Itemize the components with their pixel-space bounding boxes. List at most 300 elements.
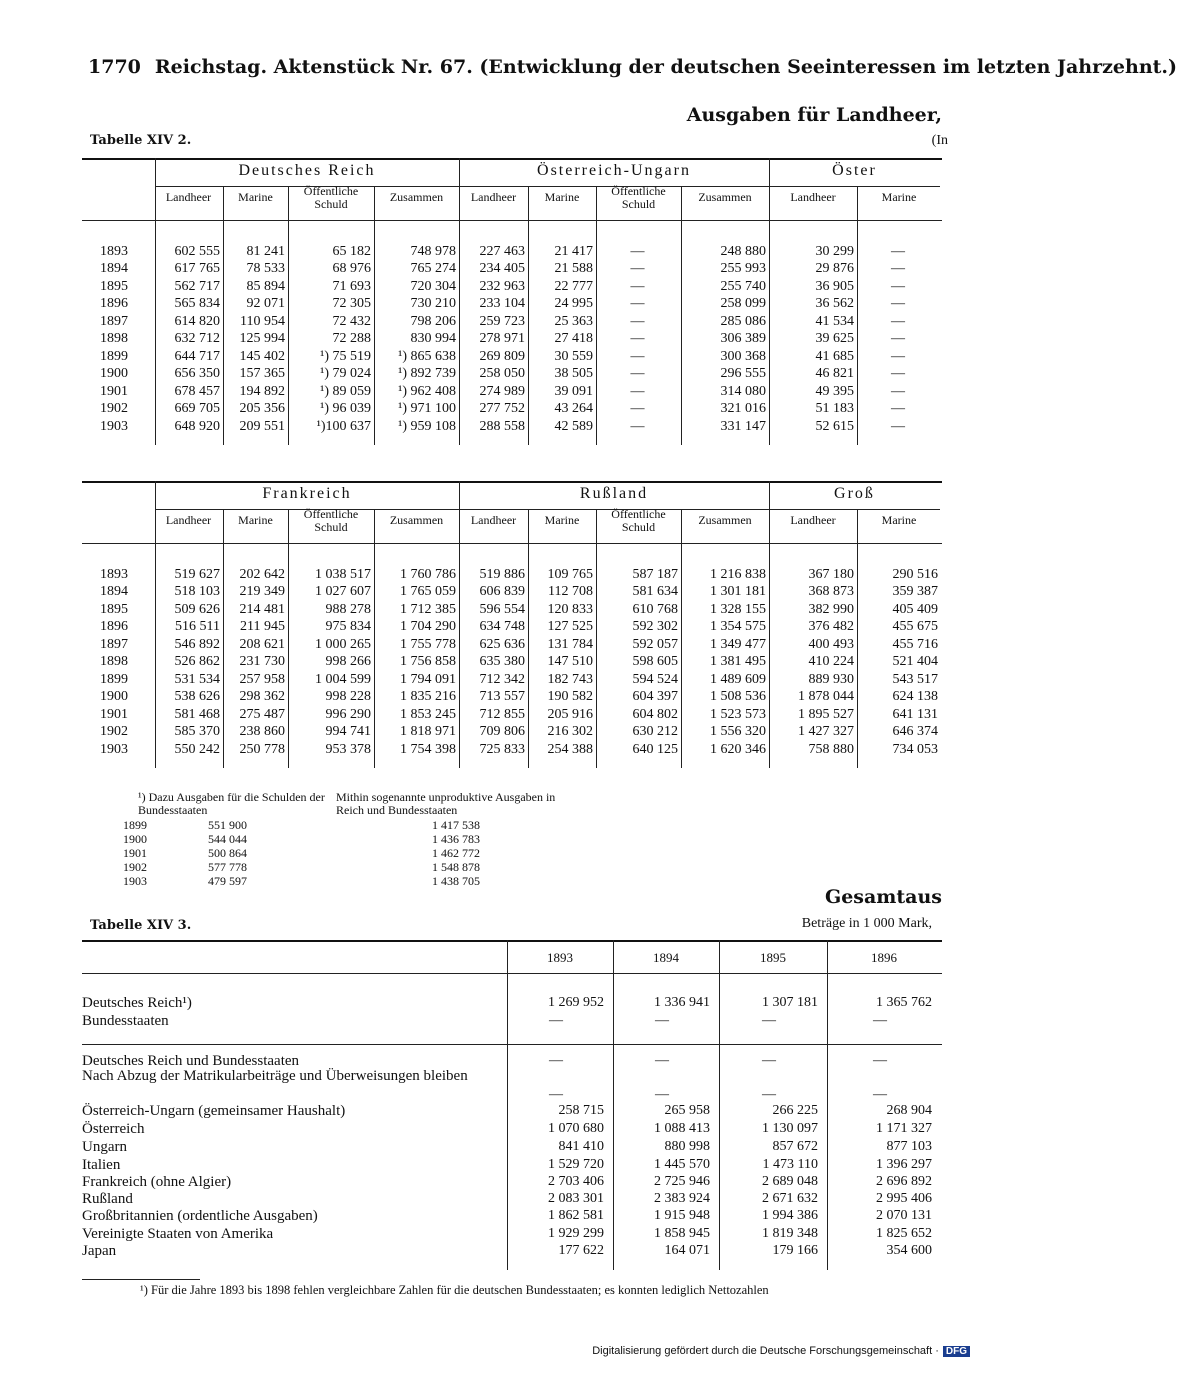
table-cell: — xyxy=(891,383,905,399)
table-cell: 877 103 xyxy=(886,1139,932,1154)
section2-title: Gesamtaus xyxy=(824,886,942,908)
table-cell: 632 712 xyxy=(174,331,220,347)
table-cell: 306 389 xyxy=(720,331,766,347)
table-cell: 127 525 xyxy=(547,619,593,635)
table-cell: — xyxy=(873,1053,887,1068)
table-cell: 164 071 xyxy=(664,1243,710,1258)
table-cell: 202 642 xyxy=(239,567,285,582)
row-year: 1893 xyxy=(100,567,128,582)
column-header: Landheer xyxy=(165,190,212,204)
table-cell: 258 099 xyxy=(720,296,766,312)
footnote1-year: 1903 xyxy=(123,874,147,888)
table-cell: ¹) 89 059 xyxy=(320,383,371,399)
table-cell: 1 328 155 xyxy=(710,601,766,617)
year-header: 1893 xyxy=(547,950,573,965)
table-cell: 255 993 xyxy=(720,261,766,277)
table-cell: 78 533 xyxy=(246,261,285,277)
footnote1-value-b: 1 417 538 xyxy=(432,818,480,832)
table-cell: 367 180 xyxy=(808,567,854,582)
table-cell: — xyxy=(891,401,905,417)
table-cell: 39 625 xyxy=(815,331,854,347)
row-label: Frankreich (ohne Algier) xyxy=(82,1174,232,1190)
table-cell: 147 510 xyxy=(547,654,593,670)
table-cell: 1 858 945 xyxy=(654,1226,710,1241)
group-rule xyxy=(155,186,940,187)
table-cell: — xyxy=(630,296,645,312)
group-title: Frankreich xyxy=(262,485,352,502)
table-cell: 131 784 xyxy=(547,636,593,652)
table-cell: 268 904 xyxy=(886,1103,932,1118)
year-header: 1895 xyxy=(760,950,786,965)
page-title: Reichstag. Aktenstück Nr. 67. (Entwicklung der deutschen Seeinteressen im letzten Jahrzehnt.) xyxy=(154,56,1177,78)
table-cell: — xyxy=(891,244,905,259)
table-cell: 610 768 xyxy=(632,601,678,617)
table-cell: 211 945 xyxy=(240,619,285,635)
table-cell: 208 621 xyxy=(239,636,285,652)
table-cell: — xyxy=(891,278,905,294)
table-cell: 565 834 xyxy=(174,296,220,312)
row-label: Vereinigte Staaten von Amerika xyxy=(82,1226,274,1242)
table-cell: 1 760 786 xyxy=(400,567,456,582)
table-cell: 43 264 xyxy=(554,401,593,417)
table-cell: 36 562 xyxy=(815,296,854,312)
table-cell: — xyxy=(630,278,645,294)
group-rule xyxy=(82,1044,942,1045)
table-cell: 296 555 xyxy=(720,366,766,382)
table-cell: 1 765 059 xyxy=(400,584,456,600)
table-cell: 190 582 xyxy=(547,689,593,705)
table-cell: ¹) 962 408 xyxy=(398,383,456,399)
table-cell: 250 778 xyxy=(239,741,285,757)
table-cell: 1 216 838 xyxy=(710,567,766,582)
group-title: Deutsches Reich xyxy=(238,162,376,179)
table-cell: 996 290 xyxy=(325,706,371,722)
table-cell: 254 388 xyxy=(547,741,593,757)
table-cell: 1 825 652 xyxy=(876,1226,932,1241)
table-cell: 376 482 xyxy=(808,619,854,635)
table-cell: 1 878 044 xyxy=(798,689,854,705)
table-cell: 641 131 xyxy=(892,706,938,722)
table-cell: 21 417 xyxy=(554,244,593,259)
table-cell: 219 349 xyxy=(239,584,285,600)
table-cell: 65 182 xyxy=(332,244,371,259)
table-cell: 41 534 xyxy=(815,313,854,329)
table-cell: 596 554 xyxy=(479,601,525,617)
table-cell: — xyxy=(891,313,905,329)
table-cell: 455 675 xyxy=(892,619,938,635)
row-year: 1894 xyxy=(100,261,128,277)
table-cell: 531 534 xyxy=(174,671,220,687)
table-cell: 288 558 xyxy=(479,418,525,434)
table-cell: 266 225 xyxy=(772,1103,818,1118)
table-cell: 521 404 xyxy=(892,654,938,670)
footnote1-col1-head: ¹) Dazu Ausgaben für die Schulden der Bundesstaaten xyxy=(138,790,325,817)
row-year: 1895 xyxy=(100,601,128,617)
row-label: Italien xyxy=(82,1157,121,1173)
table-cell: 602 555 xyxy=(174,244,220,259)
table-cell: 36 905 xyxy=(815,278,854,294)
row-year: 1898 xyxy=(100,654,128,670)
table-cell: 758 880 xyxy=(808,741,854,757)
footnote1-value-b: 1 462 772 xyxy=(432,846,480,860)
table-cell: 648 920 xyxy=(174,418,220,434)
table-cell: 1 038 517 xyxy=(315,567,371,582)
table-cell: 725 833 xyxy=(479,741,525,757)
row-label: Japan xyxy=(82,1243,117,1259)
row-year: 1894 xyxy=(100,584,128,600)
table-cell: 38 505 xyxy=(554,366,593,382)
table-cell: — xyxy=(630,313,645,329)
table-cell: 1 853 245 xyxy=(400,706,456,722)
table-cell: 598 605 xyxy=(632,654,678,670)
column-header: Öffentliche Schuld xyxy=(611,507,666,534)
table-cell: ¹) 971 100 xyxy=(398,401,456,417)
table-cell: 179 166 xyxy=(772,1243,818,1258)
table-cell: 85 894 xyxy=(246,278,285,294)
table-cell: 21 588 xyxy=(554,261,593,277)
table-cell: — xyxy=(630,261,645,277)
table-cell: 604 802 xyxy=(632,706,678,722)
column-header: Landheer xyxy=(470,190,517,204)
table-cell: 298 362 xyxy=(239,689,285,705)
footnote2: ¹) Für die Jahre 1893 bis 1898 fehlen vergleichbare Zahlen für die deutschen Bundesstaaten; es konnten lediglich Nettozahlen xyxy=(140,1283,769,1297)
table-cell: 205 916 xyxy=(547,706,593,722)
column-header: Öffentliche Schuld xyxy=(303,507,359,534)
column-header: Landheer xyxy=(790,513,836,527)
table-cell: 592 057 xyxy=(632,636,678,652)
table-cell: 2 725 946 xyxy=(654,1174,710,1189)
table-cell: 640 125 xyxy=(632,741,678,757)
table-cell: 1 835 216 xyxy=(400,689,456,705)
table-cell: 120 833 xyxy=(547,601,593,617)
row-label: Deutsches Reich und Bundesstaaten xyxy=(82,1053,300,1069)
column-header: Marine xyxy=(881,513,917,527)
table-cell: 145 402 xyxy=(239,348,285,364)
row-label: Österreich-Ungarn (gemeinsamer Haushalt) xyxy=(82,1103,346,1119)
table-cell: 543 517 xyxy=(892,671,938,687)
table-cell: 22 777 xyxy=(554,278,593,294)
table-cell: 30 299 xyxy=(815,244,854,259)
table-cell: 1 523 573 xyxy=(710,706,766,722)
table-cell: 1 489 609 xyxy=(710,671,766,687)
table-cell: 550 242 xyxy=(174,741,220,757)
table-cell: 248 880 xyxy=(720,244,766,259)
row-year: 1898 xyxy=(100,331,128,347)
table-cell: ¹)100 637 xyxy=(316,418,371,434)
table-cell: 730 210 xyxy=(410,296,456,312)
footnote1-value-b: 1 438 705 xyxy=(432,874,480,888)
table-cell: 68 976 xyxy=(332,261,371,277)
table-cell: — xyxy=(891,418,905,434)
table-cell: 259 723 xyxy=(479,313,525,329)
table-cell: 709 806 xyxy=(479,724,525,740)
table-cell: 257 958 xyxy=(239,671,285,687)
table-cell: 227 463 xyxy=(479,244,525,259)
table-cell: 516 511 xyxy=(175,619,220,635)
table-cell: 233 104 xyxy=(479,296,525,312)
column-header: Marine xyxy=(238,513,273,527)
table-cell: 617 765 xyxy=(174,261,220,277)
table-cell: 1 307 181 xyxy=(762,995,818,1010)
table-cell: 1 396 297 xyxy=(876,1157,932,1172)
table-cell: 1 818 971 xyxy=(400,724,456,740)
table-cell: 1 556 320 xyxy=(710,724,766,740)
table-cell: — xyxy=(762,1013,776,1028)
table-rule-top xyxy=(82,940,942,942)
header-rule xyxy=(82,973,942,974)
table-cell: 72 288 xyxy=(332,331,371,347)
table-cell: 644 717 xyxy=(174,348,220,364)
footnote1-value-a: 577 778 xyxy=(208,860,247,874)
table-cell: ¹) 892 739 xyxy=(398,366,456,382)
table-cell: 382 990 xyxy=(808,601,854,617)
table-cell: 581 468 xyxy=(174,706,220,722)
table-cell: 331 147 xyxy=(720,418,766,434)
table-cell: 290 516 xyxy=(892,567,938,582)
table-cell: 1 712 385 xyxy=(400,601,456,617)
table-cell: 538 626 xyxy=(174,689,220,705)
table-cell: 2 671 632 xyxy=(762,1191,818,1206)
page-header xyxy=(88,56,1177,78)
column-header: Zusammen xyxy=(389,513,444,527)
row-label: Ungarn xyxy=(82,1139,127,1155)
table-cell: ¹) 79 024 xyxy=(320,366,371,382)
table-cell: 194 892 xyxy=(239,383,285,399)
table-cell: 157 365 xyxy=(239,366,285,382)
table-cell: 1 070 680 xyxy=(548,1121,604,1136)
table-cell: 975 834 xyxy=(325,619,371,635)
footnote1-year: 1899 xyxy=(123,818,147,832)
table-cell: 630 212 xyxy=(632,724,678,740)
table-cell: — xyxy=(655,1013,669,1028)
row-year: 1900 xyxy=(100,689,128,705)
table-cell: — xyxy=(891,348,905,364)
table-cell: 1 269 952 xyxy=(548,995,604,1010)
column-header: Marine xyxy=(881,190,917,204)
row-year: 1899 xyxy=(100,671,128,687)
footnote1-value-a: 551 900 xyxy=(208,818,247,832)
table-cell: 216 302 xyxy=(547,724,593,740)
table-cell: 359 387 xyxy=(892,584,938,600)
table-cell: 635 380 xyxy=(479,654,525,670)
table-cell: 405 409 xyxy=(892,601,938,617)
table-cell: 92 071 xyxy=(246,296,285,312)
table-cell: 27 418 xyxy=(554,331,593,347)
table-cell: — xyxy=(549,1087,563,1102)
table-cell: 734 053 xyxy=(892,741,938,757)
table-cell: 52 615 xyxy=(815,418,854,434)
table-cell: 880 998 xyxy=(664,1139,710,1154)
row-label: Rußland xyxy=(82,1191,133,1207)
table-cell: 1 704 290 xyxy=(400,619,456,635)
row-year: 1897 xyxy=(100,313,128,329)
column-header: Zusammen xyxy=(698,190,752,204)
column-header: Öffentliche Schuld xyxy=(611,184,666,211)
table-cell: 1 381 495 xyxy=(710,654,766,670)
table-cell: 857 672 xyxy=(772,1139,818,1154)
table-cell: — xyxy=(630,366,645,382)
table-cell: 265 958 xyxy=(664,1103,710,1118)
table-cell: 51 183 xyxy=(815,401,854,417)
table-cell: 209 551 xyxy=(239,418,285,434)
section2-subtitle: Beträge in 1 000 Mark, xyxy=(801,916,932,931)
row-year: 1896 xyxy=(100,296,128,312)
year-header: 1896 xyxy=(871,950,897,965)
table-cell: 1 004 599 xyxy=(315,671,371,687)
table-cell: 625 636 xyxy=(479,636,525,652)
table-cell: 712 855 xyxy=(479,706,525,722)
table-cell: 2 703 406 xyxy=(548,1174,604,1189)
table-cell: 29 876 xyxy=(815,261,854,277)
column-header: Zusammen xyxy=(389,190,444,204)
table-cell: 720 304 xyxy=(410,278,456,294)
table-cell: 1 529 720 xyxy=(548,1157,604,1172)
table-cell: 72 305 xyxy=(332,296,371,312)
table-cell: 109 765 xyxy=(547,567,593,582)
column-header: Landheer xyxy=(470,513,517,527)
year-header: 1894 xyxy=(653,950,679,965)
group-rule xyxy=(155,509,940,510)
table-cell: 1 171 327 xyxy=(876,1121,932,1136)
table-cell: 1 620 346 xyxy=(710,741,766,757)
table-cell: 25 363 xyxy=(554,313,593,329)
table-cell: — xyxy=(630,418,645,434)
table-cell: 110 954 xyxy=(240,313,285,329)
table-cell: 1 365 762 xyxy=(876,995,932,1010)
table-cell: 255 740 xyxy=(720,278,766,294)
table-cell: 238 860 xyxy=(239,724,285,740)
table-cell: 1 755 778 xyxy=(400,636,456,652)
table-cell: 214 481 xyxy=(239,601,285,617)
row-year: 1903 xyxy=(100,741,128,757)
row-year: 1893 xyxy=(100,244,128,259)
dfg-logo: DFG xyxy=(943,1346,970,1357)
table-cell: ¹) 959 108 xyxy=(398,418,456,434)
column-header: Marine xyxy=(544,513,580,527)
section1-title: Ausgaben für Landheer, xyxy=(686,104,942,126)
row-label: Deutsches Reich¹) xyxy=(82,995,192,1011)
page-number: 1770 xyxy=(88,56,141,78)
table-cell: ¹) 75 519 xyxy=(320,348,371,364)
table-cell: 1 349 477 xyxy=(710,636,766,652)
table-cell: 1 336 941 xyxy=(654,995,710,1010)
table-cell: — xyxy=(549,1013,563,1028)
table-cell: 285 086 xyxy=(720,313,766,329)
table-cell: — xyxy=(630,348,645,364)
table-cell: 998 266 xyxy=(325,654,371,670)
table-cell: 519 886 xyxy=(479,567,525,582)
table-cell: 71 693 xyxy=(332,278,371,294)
column-header: Marine xyxy=(238,190,273,204)
table-cell: 1 354 575 xyxy=(710,619,766,635)
table-cell: — xyxy=(630,383,645,399)
table-cell: 998 228 xyxy=(325,689,371,705)
table-cell: — xyxy=(891,296,905,312)
row-year: 1901 xyxy=(100,706,128,722)
table-cell: 562 717 xyxy=(174,278,220,294)
column-header: Öffentliche Schuld xyxy=(303,184,359,211)
table-cell: — xyxy=(630,401,645,417)
table-cell: 592 302 xyxy=(632,619,678,635)
table-cell: 232 963 xyxy=(479,278,525,294)
table-cell: 368 873 xyxy=(808,584,854,600)
table-cell: 277 752 xyxy=(479,401,525,417)
credit-line xyxy=(592,1345,970,1357)
table-cell: 587 187 xyxy=(632,567,678,582)
table-cell: 988 278 xyxy=(325,601,371,617)
group-title: Österreich-Ungarn xyxy=(537,162,691,179)
table-cell: 314 080 xyxy=(720,383,766,399)
header-rule xyxy=(82,543,942,544)
row-year: 1902 xyxy=(100,401,128,417)
row-year: 1895 xyxy=(100,278,128,294)
table-cell: 656 350 xyxy=(174,366,220,382)
table-cell: 1 473 110 xyxy=(762,1157,818,1172)
table-cell: 410 224 xyxy=(808,654,854,670)
table-cell: 205 356 xyxy=(239,401,285,417)
table-cell: 646 374 xyxy=(892,724,938,740)
table-label-xiv3: Tabelle XIV 3. xyxy=(90,918,192,933)
table-cell: — xyxy=(762,1053,776,1068)
table-cell: 125 994 xyxy=(239,331,285,347)
table-cell: 798 206 xyxy=(410,313,456,329)
column-header: Marine xyxy=(544,190,580,204)
footnote1-year: 1902 xyxy=(123,860,147,874)
table-cell: 2 696 892 xyxy=(876,1174,932,1189)
table-cell: 455 716 xyxy=(892,636,938,652)
table-cell: 1 027 607 xyxy=(315,584,371,600)
table-cell: 258 715 xyxy=(558,1103,604,1118)
column-header: Landheer xyxy=(790,190,836,204)
table-cell: 765 274 xyxy=(410,261,456,277)
table-cell: 269 809 xyxy=(479,348,525,364)
credit-text: Digitalisierung gefördert durch die Deutsche Forschungsgemeinschaft · xyxy=(592,1345,939,1357)
table-cell: 994 741 xyxy=(325,724,371,740)
table-rule-top xyxy=(82,481,942,483)
table-cell: 1 445 570 xyxy=(654,1157,710,1172)
table-cell: 2 689 048 xyxy=(762,1174,818,1189)
table-cell: 278 971 xyxy=(479,331,525,347)
table-cell: 669 705 xyxy=(174,401,220,417)
row-year: 1897 xyxy=(100,636,128,652)
row-year: 1901 xyxy=(100,383,128,399)
row-label: Bundesstaaten xyxy=(82,1013,169,1029)
table-cell: ¹) 865 638 xyxy=(398,348,456,364)
table-cell: 713 557 xyxy=(479,689,525,705)
table-cell: 24 995 xyxy=(554,296,593,312)
table-cell: 1 754 398 xyxy=(400,741,456,757)
table-cell: ¹) 96 039 xyxy=(320,401,371,417)
table-cell: 1 130 097 xyxy=(762,1121,818,1136)
table-cell: 518 103 xyxy=(174,584,220,600)
table-cell: 624 138 xyxy=(892,689,938,705)
column-header: Zusammen xyxy=(698,513,752,527)
table-cell: 354 600 xyxy=(886,1243,932,1258)
table-cell: 678 457 xyxy=(174,383,220,399)
table-label-xiv2: Tabelle XIV 2. xyxy=(90,133,192,148)
table-cell: 321 016 xyxy=(720,401,766,417)
table-cell: 1 994 386 xyxy=(762,1208,818,1223)
table-cell: 581 634 xyxy=(632,584,678,600)
table-cell: 49 395 xyxy=(815,383,854,399)
table-cell: 748 978 xyxy=(410,244,456,259)
table-cell: 2 083 301 xyxy=(548,1191,604,1206)
table-cell: 614 820 xyxy=(174,313,220,329)
table-cell: 274 989 xyxy=(479,383,525,399)
table-cell: 1 427 327 xyxy=(798,724,854,740)
table-cell: 1 794 091 xyxy=(400,671,456,687)
table-cell: 81 241 xyxy=(246,244,285,259)
